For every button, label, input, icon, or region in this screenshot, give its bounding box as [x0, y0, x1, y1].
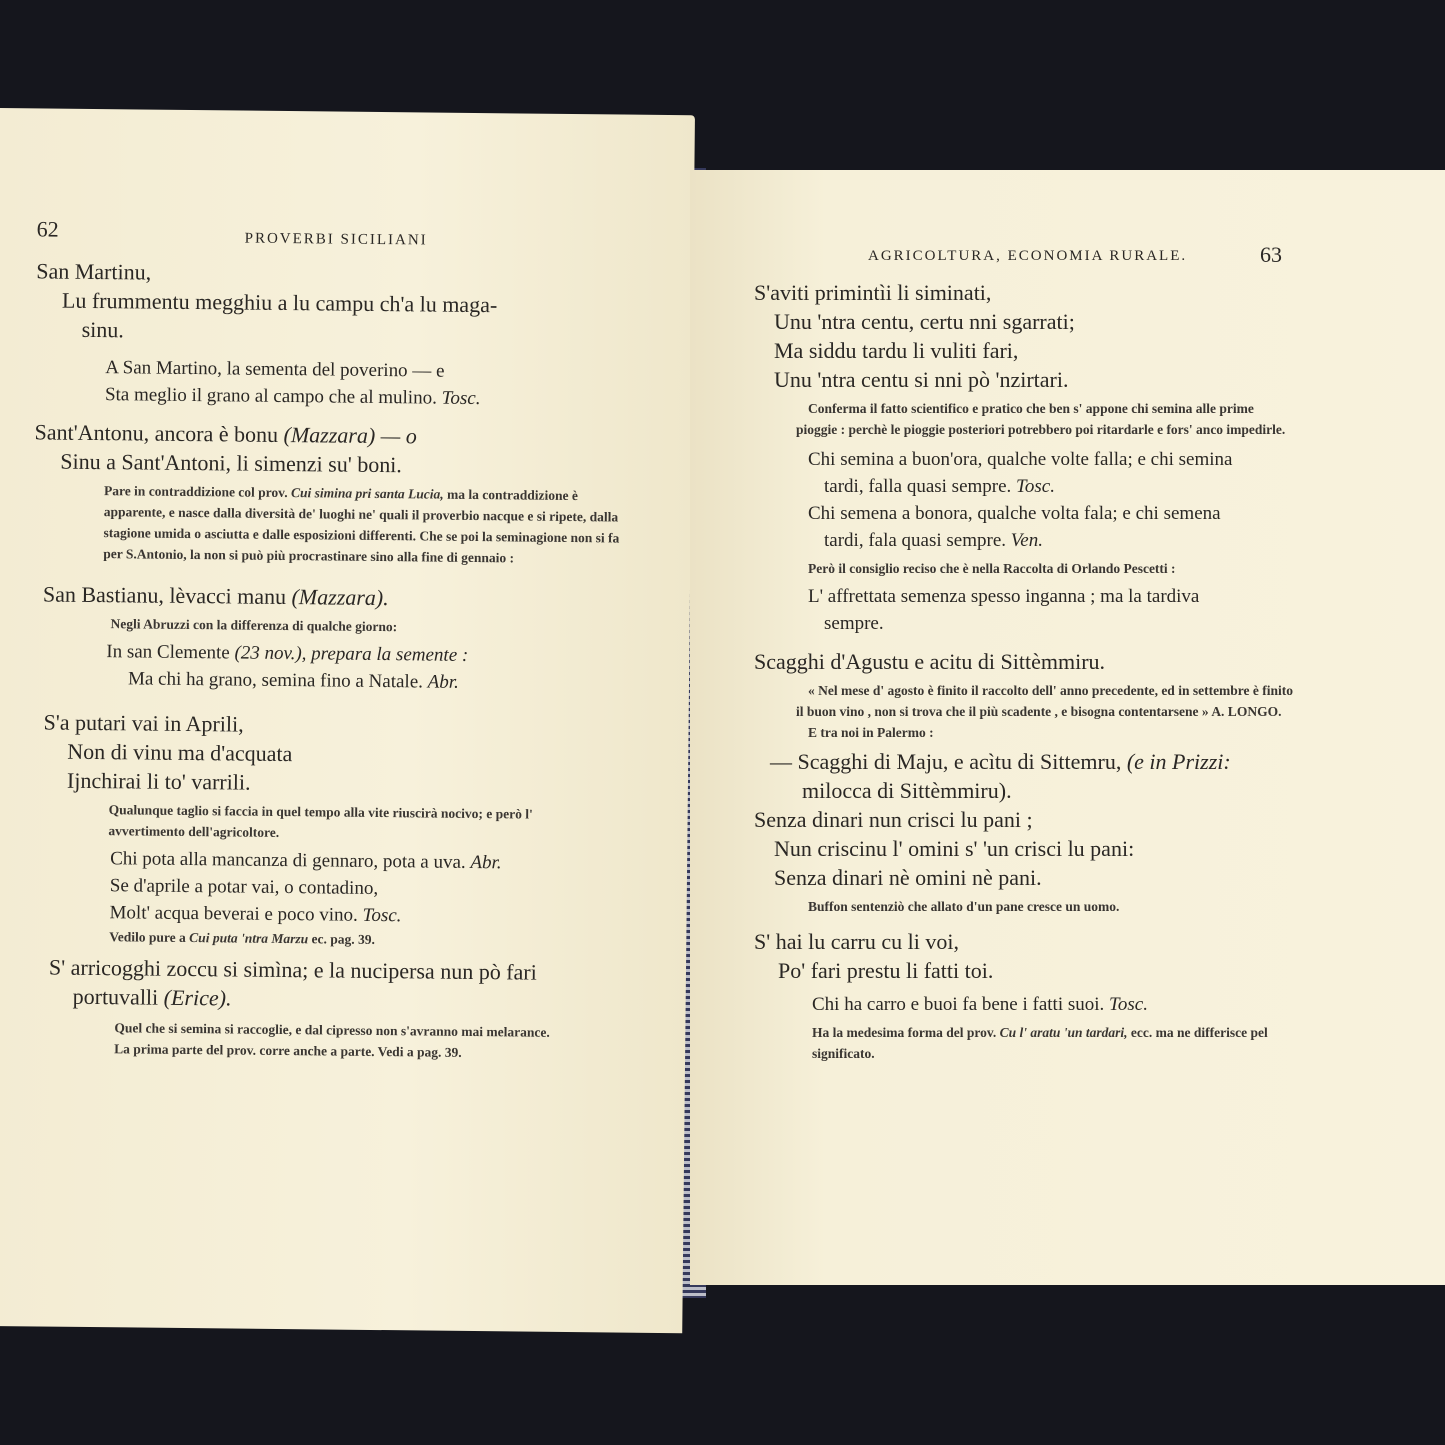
translation-text: Sta meglio il grano al campo che al mulino.: [104, 384, 437, 409]
dialect-tag: Ven.: [1010, 530, 1043, 551]
proverb-line: S'a putari vai in Aprili,: [43, 709, 244, 737]
note-text: Pare in contraddizione col prov.: [103, 483, 288, 501]
proverb-line: Scagghi d'Agustu e acitu di Sittèmmiru.: [754, 649, 1106, 674]
dialect-tag: Abr.: [427, 671, 459, 693]
dialect-tag: Tosc.: [362, 904, 402, 927]
proverb-line: [33, 579, 643, 614]
proverb-line: Senza dinari nun crisci lu pani ;: [754, 807, 1033, 832]
place-note: (Erice).: [163, 984, 232, 1011]
commentary-note: Quel che si semina si raccoglie, e dal cipresso non s'avranno mai melarance.: [114, 1020, 550, 1040]
note-text: Ha la medesima forma del prov.: [812, 1025, 997, 1040]
commentary-note: [33, 479, 644, 569]
date-note: (23 nov.), prepara la semente :: [234, 642, 469, 666]
proverb-line: Senza dinari nè omini nè pani.: [774, 865, 1042, 890]
translation-line: Chi semena a bonora, qualche volta fala; e chi semena: [808, 503, 1221, 524]
translation-line: [754, 991, 1294, 1018]
proverb-line: Non di vinu ma d'acquata: [67, 738, 293, 767]
proverb-line: [29, 981, 639, 1016]
translation-line: Se d'aprile a potar vai, o contadino,: [109, 875, 379, 900]
translation-line: Chi semina a buon'ora, qualche volte falla; e chi semina: [808, 449, 1233, 470]
translation-text: Ma chi ha grano, semina fino a Natale.: [127, 668, 424, 693]
proverb-text: San Bastianu, lèvacci manu: [42, 581, 287, 610]
note-text: ec. pag. 39.: [311, 931, 375, 947]
translation-line: [754, 527, 1294, 554]
author-citation: A. LONGO.: [1211, 704, 1282, 719]
note-text: ma la contraddizione è apparente, e nasce dalla diversità de' luoghi ne' quali il proverbio nacque e si ripete, dalla stagione umida o asciutta e dalle esposizioni differenti. Che se poi la seminagione non si fa per S.Antonio, la non si può più procrastinare sino alla fine di gennaio :: [103, 486, 620, 566]
translation-line: sempre.: [824, 613, 884, 634]
place-note: (e in Prizzi:: [1126, 749, 1231, 774]
place-note: (Mazzara) — o: [283, 421, 417, 449]
dialect-tag: Tosc.: [1109, 994, 1148, 1015]
proverb-text: Sant'Antonu, ancora è bonu: [34, 419, 279, 447]
running-head: PROVERBI SICILIANI: [244, 230, 428, 249]
proverb-reference: Cu l' aratu 'un tardari,: [999, 1025, 1128, 1040]
proverb-line: Sinu a Sant'Antoni, li simenzi su' boni.: [60, 448, 403, 478]
proverb-line: sinu.: [81, 316, 125, 343]
commentary-note: Negli Abruzzi con la differenza di qualche giorno:: [110, 616, 398, 635]
commentary-note: Conferma il fatto scientifico e pratico che ben s' appone chi semina alle prime pioggie : perchè le pioggie posteriori potrebbero poi ritardarle e fors' anco impedirle.: [796, 401, 1286, 437]
proverb-line: milocca di Sittèmmiru).: [802, 778, 1012, 803]
place-note: (Mazzara).: [291, 584, 389, 611]
proverb-line: S' arricogghi zoccu si simìna; e la nucipersa nun pò fari: [48, 954, 537, 985]
proverb-line: Ijnchirai li to' varrili.: [66, 767, 251, 795]
translation-line: L' affrettata semenza spesso inganna ; ma la tardiva: [808, 586, 1200, 607]
running-head: AGRICOLTURA, ECONOMIA RURALE.: [868, 248, 1188, 264]
proverb-reference: Cui simina pri santa Lucia,: [290, 485, 444, 502]
proverb-line: [754, 747, 1294, 776]
proverb-text: portuvalli: [72, 983, 159, 1010]
proverb-line: Po' fari prestu li fatti toi.: [778, 958, 994, 983]
translation-line: [754, 473, 1294, 500]
right-column: [754, 278, 1294, 1064]
proverb-line: Nun criscinu l' omini s' 'un crisci lu pani:: [774, 836, 1135, 861]
proverb-reference: Cui puta 'ntra Marzu: [189, 930, 309, 947]
translation-text: tardi, fala quasi sempre.: [824, 530, 1007, 551]
commentary-note: [754, 680, 1294, 722]
page-number: 63: [1260, 242, 1282, 267]
proverb-line: S'aviti primintìi li siminati,: [754, 280, 992, 305]
commentary-note: La prima parte del prov. corre anche a parte. Vedi a pag. 39.: [114, 1041, 462, 1060]
note-text: « Nel mese d' agosto è finito il raccolto dell' anno precedente, ed in settembre è finito il buon vino , non si trova che il più scadente , e bisogna contentarsene »: [796, 683, 1294, 719]
translation-text: Chi ha carro e buoi fa bene i fatti suoi.: [812, 994, 1105, 1015]
dialect-tag: Abr.: [470, 851, 502, 874]
page-number: 62: [36, 216, 59, 242]
proverb-line: Ma siddu tardu li vuliti fari,: [774, 338, 1019, 363]
commentary-note: [754, 1022, 1294, 1064]
translation-text: In san Clemente: [106, 641, 230, 664]
dialect-tag: Tosc.: [1016, 476, 1055, 497]
translation-text: tardi, falla quasi sempre.: [824, 476, 1012, 497]
translation-line: A San Martino, la sementa del poverino — e: [105, 357, 445, 382]
commentary-note: Qualunque taglio si faccia in quel tempo alla vite riuscirà nocivo; e però l' avvertimento dell'agricoltore.: [108, 802, 533, 840]
commentary-note: Buffon sentenziò che allato d'un pane cresce un uomo.: [808, 899, 1120, 914]
proverb-line: Unu 'ntra centu, certu nni sgarrati;: [774, 309, 1075, 334]
proverb-line: San Martinu,: [36, 258, 152, 285]
translation-text: Chi pota alla mancanza di gennaro, pota a uva.: [110, 848, 466, 873]
proverb-line: Lu frummentu megghiu a lu campu ch'a lu maga-: [61, 287, 498, 318]
commentary-note: Però il consiglio reciso che è nella Raccolta di Orlando Pescetti :: [808, 561, 1176, 576]
left-column: [28, 256, 646, 1064]
note-text: ecc. ma ne differisce pel significato.: [812, 1025, 1268, 1061]
left-page: [0, 108, 695, 1333]
proverb-line: S' hai lu carru cu li voi,: [754, 929, 959, 954]
dialect-tag: Tosc.: [441, 387, 481, 410]
right-page: [690, 170, 1445, 1285]
commentary-note: E tra noi in Palermo :: [808, 725, 934, 740]
proverb-text: — Scagghi di Maju, e acìtu di Sittemru,: [770, 749, 1122, 774]
proverb-line: Unu 'ntra centu si nni pò 'nzirtari.: [774, 367, 1069, 392]
note-text: Vedilo pure a: [109, 929, 186, 945]
translation-text: Molt' acqua beverai e poco vino.: [109, 902, 358, 926]
